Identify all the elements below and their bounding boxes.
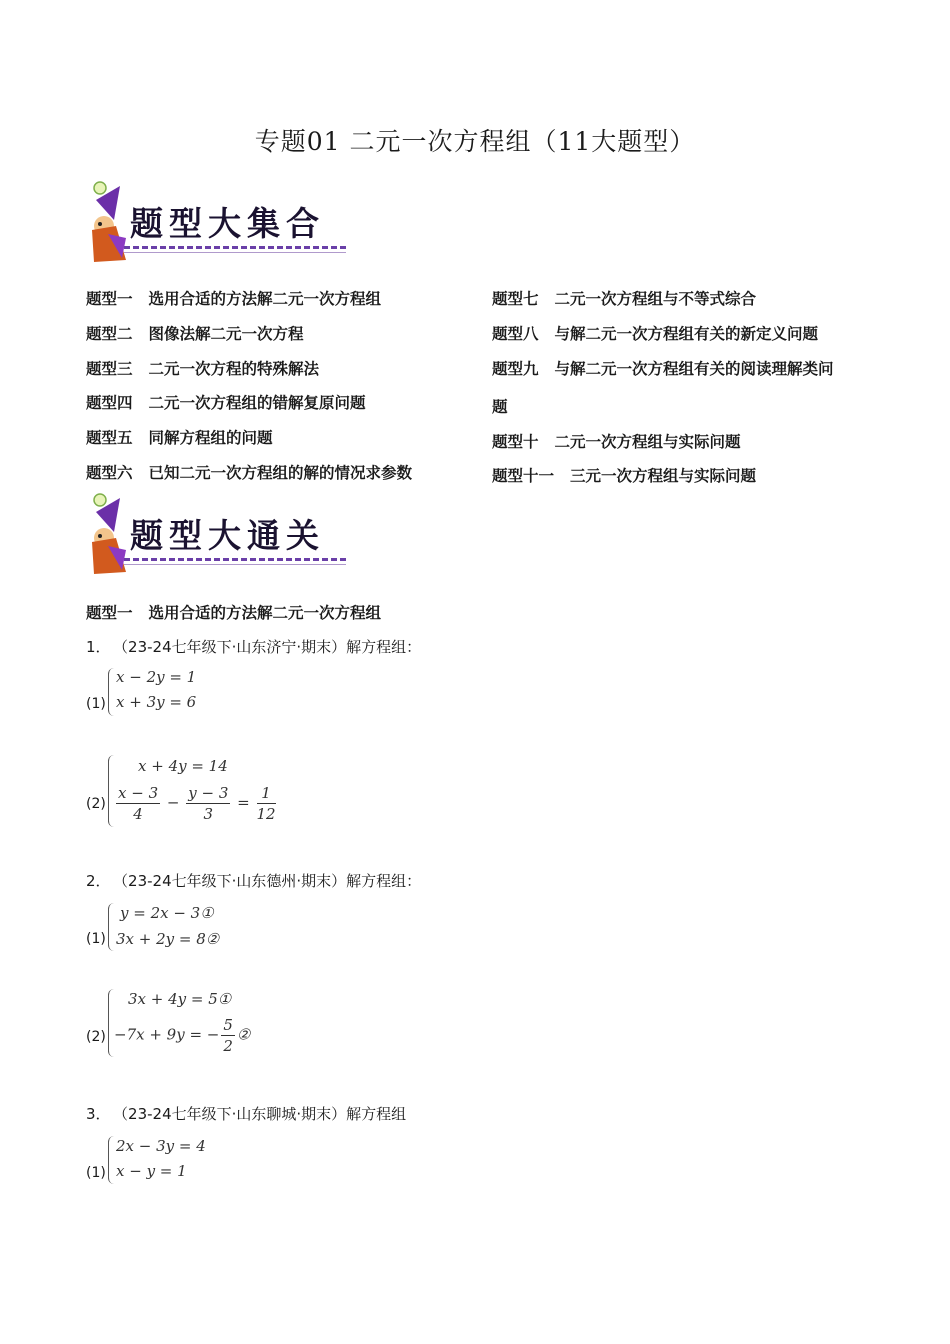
equation-system bbox=[108, 668, 228, 716]
toc-item-3: 题型三 二元一次方程的特殊解法 bbox=[86, 360, 320, 378]
toc-item-1: 题型一 选用合适的方法解二元一次方程组 bbox=[86, 290, 382, 308]
fraction: $\frac{5}{2}$ bbox=[223, 1016, 233, 1055]
equation: y = 2x − 3① bbox=[120, 904, 214, 922]
toc-item-4: 题型四 二元一次方程组的错解复原问题 bbox=[86, 394, 366, 412]
equation: $\frac{x - 3}{4}$ − $\frac{y - 3}{3}$ = $\frac{1}{12}$ bbox=[118, 784, 276, 823]
toc-item-5: 题型五 同解方程组的问题 bbox=[86, 429, 273, 447]
banner-rule bbox=[124, 558, 346, 561]
banner-collection-title: 题型大集合 bbox=[130, 204, 325, 243]
toc-item-2: 题型二 图像法解二元一次方程 bbox=[86, 325, 304, 343]
equation: 3x + 2y = 8② bbox=[116, 930, 220, 948]
equation: x + 4y = 14 bbox=[138, 757, 228, 775]
equation-system bbox=[108, 1136, 228, 1184]
equation: −7x + 9y = − $\frac{5}{2}$ ② bbox=[114, 1016, 251, 1055]
banner-underline bbox=[124, 564, 346, 565]
equation-system bbox=[108, 989, 268, 1057]
fraction: $\frac{x - 3}{4}$ bbox=[118, 784, 159, 823]
banner-underline bbox=[124, 252, 346, 253]
toc-item-7: 题型七 二元一次方程组与不等式综合 bbox=[492, 290, 757, 308]
wizard-mascot-icon bbox=[86, 180, 130, 272]
toc-item-9-continued: 题 bbox=[492, 398, 508, 416]
equation: x − y = 1 bbox=[116, 1162, 187, 1180]
banner-pass bbox=[86, 492, 354, 584]
banner-pass-title: 题型大通关 bbox=[130, 516, 325, 555]
question-1: 1． （23-24七年级下·山东济宁·期末）解方程组： bbox=[86, 638, 422, 656]
part-label: (1) bbox=[86, 696, 106, 712]
question-3: 3． （23-24七年级下·山东聊城·期末）解方程组 bbox=[86, 1105, 407, 1123]
section-heading: 题型一 选用合适的方法解二元一次方程组 bbox=[86, 604, 382, 622]
equation-system bbox=[108, 903, 248, 951]
toc-item-10: 题型十 二元一次方程组与实际问题 bbox=[492, 433, 741, 451]
question-2: 2． （23-24七年级下·山东德州·期末）解方程组： bbox=[86, 872, 422, 890]
equation: x + 3y = 6 bbox=[116, 693, 197, 711]
part-label: (2) bbox=[86, 796, 106, 812]
banner-rule bbox=[124, 246, 346, 249]
equation: 3x + 4y = 5① bbox=[128, 990, 232, 1008]
equation: 2x − 3y = 4 bbox=[116, 1137, 206, 1155]
fraction: $\frac{1}{12}$ bbox=[256, 784, 276, 823]
toc-item-6: 题型六 已知二元一次方程组的解的情况求参数 bbox=[86, 464, 413, 482]
part-label: (1) bbox=[86, 1165, 106, 1181]
equation-system bbox=[108, 755, 276, 827]
toc-item-9: 题型九 与解二元一次方程组有关的阅读理解类问 bbox=[492, 360, 834, 378]
equation: x − 2y = 1 bbox=[116, 668, 197, 686]
banner-collection bbox=[86, 180, 354, 272]
toc-item-8: 题型八 与解二元一次方程组有关的新定义问题 bbox=[492, 325, 819, 343]
page-title: 专题01 二元一次方程组（11大题型） bbox=[254, 127, 696, 156]
part-label: (2) bbox=[86, 1029, 106, 1045]
fraction: $\frac{y - 3}{3}$ bbox=[188, 784, 229, 823]
wizard-mascot-icon bbox=[86, 492, 130, 584]
part-label: (1) bbox=[86, 931, 106, 947]
toc-item-11: 题型十一 三元一次方程组与实际问题 bbox=[492, 467, 757, 485]
